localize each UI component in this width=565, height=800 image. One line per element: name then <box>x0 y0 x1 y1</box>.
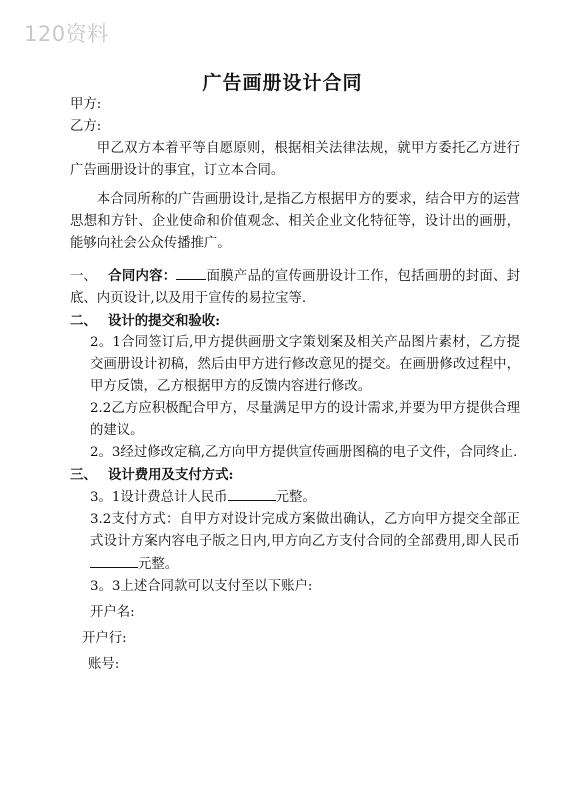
section-1 <box>70 265 520 310</box>
party-a-label: 甲方: <box>70 97 102 112</box>
section-3-title: 设计费用及支付方式: <box>108 467 234 483</box>
section-2-item-2: 2.2乙方应积极配合甲方，尽量满足甲方的设计需求,并要为甲方提供合理的建议。 <box>90 401 520 438</box>
section-3-item-1 <box>70 486 520 509</box>
section-2-title: 设计的提交和验收: <box>108 313 221 329</box>
section-3-item-1-unit: 元整。 <box>275 490 316 505</box>
intro-paragraph-1: 甲乙双方本着平等自愿原则，根据相关法律法规，就甲方委托乙方进行广告画册设计的事宜，订立本合同。 <box>70 141 520 178</box>
fee-blank <box>228 486 276 501</box>
section-2-number: 二、 <box>70 313 97 329</box>
account-bank-label: 开户行: <box>82 631 127 646</box>
payment-blank <box>90 553 138 568</box>
section-3-heading <box>70 464 520 486</box>
section-2-item-1: 2。1合同签订后,甲方提供画册文字策划案及相关产品图片素材，乙方提交画册设计初稿，然后由甲方进行修改意见的提交。在画册修改过程中，甲方反馈，乙方根据甲方的反馈内容进行修改。 <box>90 335 520 394</box>
watermark: 120资料 <box>24 22 109 46</box>
intro-paragraph-2: 本合同所称的广告画册设计,是指乙方根据甲方的要求，结合甲方的运营思想和方针、企业使命和价值观念、相关企业文化特征等，设计出的画册，能够向社会公众传播推广。 <box>70 192 520 251</box>
section-3-item-1-text: 3。1设计费总计人民币 <box>90 490 228 505</box>
party-b-label: 乙方: <box>70 119 102 134</box>
account-name-label: 开户名: <box>90 605 135 620</box>
section-1-heading: 合同内容： <box>108 268 177 284</box>
section-3-item-3: 3。3上述合同款可以支付至以下账户: <box>90 579 313 594</box>
section-1-number: 一、 <box>70 269 97 284</box>
section-3-item-2-text: 3.2支付方式：自甲方对设计完成方案做出确认，乙方向甲方提交全部正式设计方案内容电子版之日内,甲方向乙方支付合同的全部费用,即人民币 <box>90 512 520 549</box>
document-title: 广告画册设计合同 <box>202 72 363 94</box>
section-3-item-2 <box>70 509 520 576</box>
section-2-item-3: 2。3经过修改定稿,乙方向甲方提供宣传画册图稿的电子文件，合同终止. <box>90 445 518 460</box>
contract-body <box>70 94 520 676</box>
section-2-heading <box>70 310 520 332</box>
section-1-blank <box>176 265 206 280</box>
section-1-text: 面膜产品的宣传画册设计工作，包括画册的封面、封底、内页设计,以及用于宣传的易拉宝等. <box>70 269 521 306</box>
section-3-item-2-unit: 元整。 <box>138 557 179 572</box>
account-number-label: 账号: <box>88 657 120 672</box>
section-3-number: 三、 <box>70 467 97 483</box>
